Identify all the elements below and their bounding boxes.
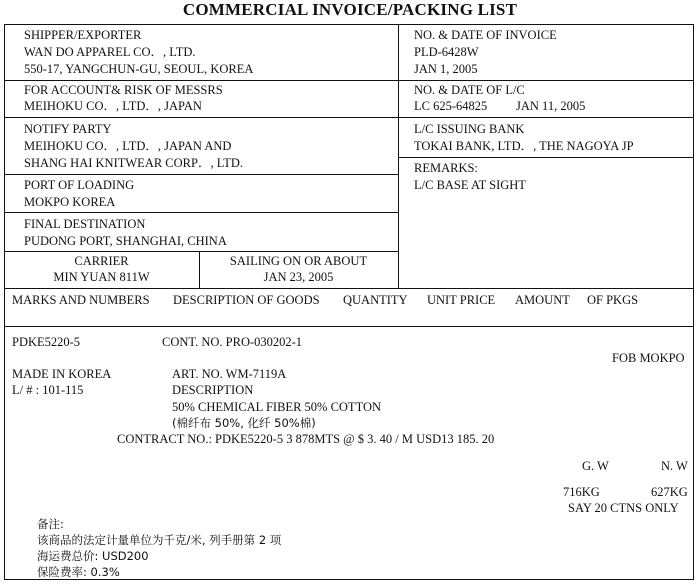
fob-term: FOB MOKPO: [612, 351, 685, 365]
net-weight-value: 627KG: [651, 485, 688, 499]
notify-label: NOTIFY PARTY: [24, 122, 112, 136]
notes-line-3: 保险费率: 0.3%: [37, 565, 120, 579]
column-header-description: DESCRIPTION OF GOODS: [173, 293, 320, 307]
gross-weight-value: 716KG: [563, 485, 600, 499]
shipper-address: 550-17, YANGCHUN-GU, SEOUL, KOREA: [24, 62, 254, 76]
lc-date: JAN 11, 2005: [516, 99, 586, 113]
issuing-bank-name: TOKAI BANK, LTD．, THE NAGOYA JP: [414, 139, 634, 153]
row-divider: [4, 174, 398, 175]
cartons-total: SAY 20 CTNS ONLY: [568, 501, 679, 515]
contract-line: CONTRACT NO.: PDKE5220-5 3 878MTS @ $ 3. 40 / M USD13 185. 20: [117, 432, 495, 446]
description-label: DESCRIPTION: [172, 383, 254, 397]
notes-line-1: 该商品的法定计量单位为千克/米, 列手册第 2 项: [37, 533, 282, 547]
column-divider: [398, 24, 399, 288]
mark-code: PDKE5220-5: [12, 335, 81, 349]
final-destination-value: PUDONG PORT, SHANGHAI, CHINA: [24, 234, 227, 248]
invoice-label: NO. & DATE OF INVOICE: [414, 28, 557, 42]
row-divider: [4, 212, 398, 213]
notes-label: 备注:: [37, 517, 64, 531]
gross-weight-label: G. W: [582, 459, 609, 473]
column-header-unit-price: UNIT PRICE: [427, 293, 496, 307]
fabric-composition: 50% CHEMICAL FIBER 50% COTTON: [172, 400, 382, 414]
notify-line-2: SHANG HAI KNITWEAR CORP．, LTD.: [24, 156, 243, 170]
shipper-name: WAN DO APPAREL CO．, LTD.: [24, 45, 196, 59]
container-number: CONT. NO. PRO-030202-1: [162, 335, 303, 349]
made-in: MADE IN KOREA: [12, 367, 112, 381]
invoice-date: JAN 1, 2005: [414, 62, 478, 76]
net-weight-label: N. W: [661, 459, 688, 473]
notify-line-1: MEIHOKU CO．, LTD．, JAPAN AND: [24, 139, 232, 153]
lot-number: L/ # : 101-115: [12, 383, 84, 397]
sailing-label: SAILING ON OR ABOUT: [229, 254, 368, 268]
shipper-label: SHIPPER/EXPORTER: [24, 28, 142, 42]
row-divider: [4, 80, 694, 81]
lc-number: LC 625-64825: [414, 99, 488, 113]
column-header-quantity: QUANTITY: [343, 293, 408, 307]
issuing-bank-label: L/C ISSUING BANK: [414, 122, 525, 136]
row-divider: [4, 288, 694, 289]
row-divider: [4, 117, 398, 118]
column-header-pkgs: OF PKGS: [587, 293, 639, 307]
port-of-loading-label: PORT OF LOADING: [24, 178, 135, 192]
final-destination-label: FINAL DESTINATION: [24, 217, 146, 231]
invoice-number: PLD-6428W: [414, 45, 479, 59]
row-divider: [398, 157, 694, 158]
column-header-amount: AMOUNT: [515, 293, 570, 307]
port-of-loading-value: MOKPO KOREA: [24, 195, 116, 209]
row-divider: [398, 117, 694, 118]
remarks-label: REMARKS:: [414, 161, 478, 175]
fabric-composition-cn: (棉纤布 50%, 化纤 50%棉): [172, 416, 316, 430]
account-name: MEIHOKU CO．, LTD．, JAPAN: [24, 99, 202, 113]
remarks-text: L/C BASE AT SIGHT: [414, 178, 526, 192]
sailing-value: JAN 23, 2005: [263, 270, 334, 284]
lc-label: NO. & DATE OF L/C: [414, 83, 525, 97]
column-header-marks: MARKS AND NUMBERS: [12, 293, 150, 307]
row-divider: [4, 251, 398, 252]
notes-line-2: 海运费总价: USD200: [37, 549, 149, 563]
carrier-value: MIN YUAN 811W: [53, 270, 150, 284]
row-divider: [4, 326, 694, 327]
account-label: FOR ACCOUNT& RISK OF MESSRS: [24, 83, 223, 97]
document-title: COMMERCIAL INVOICE/PACKING LIST: [182, 0, 518, 19]
carrier-label: CARRIER: [74, 254, 129, 268]
article-number: ART. NO. WM-7119A: [172, 367, 287, 381]
